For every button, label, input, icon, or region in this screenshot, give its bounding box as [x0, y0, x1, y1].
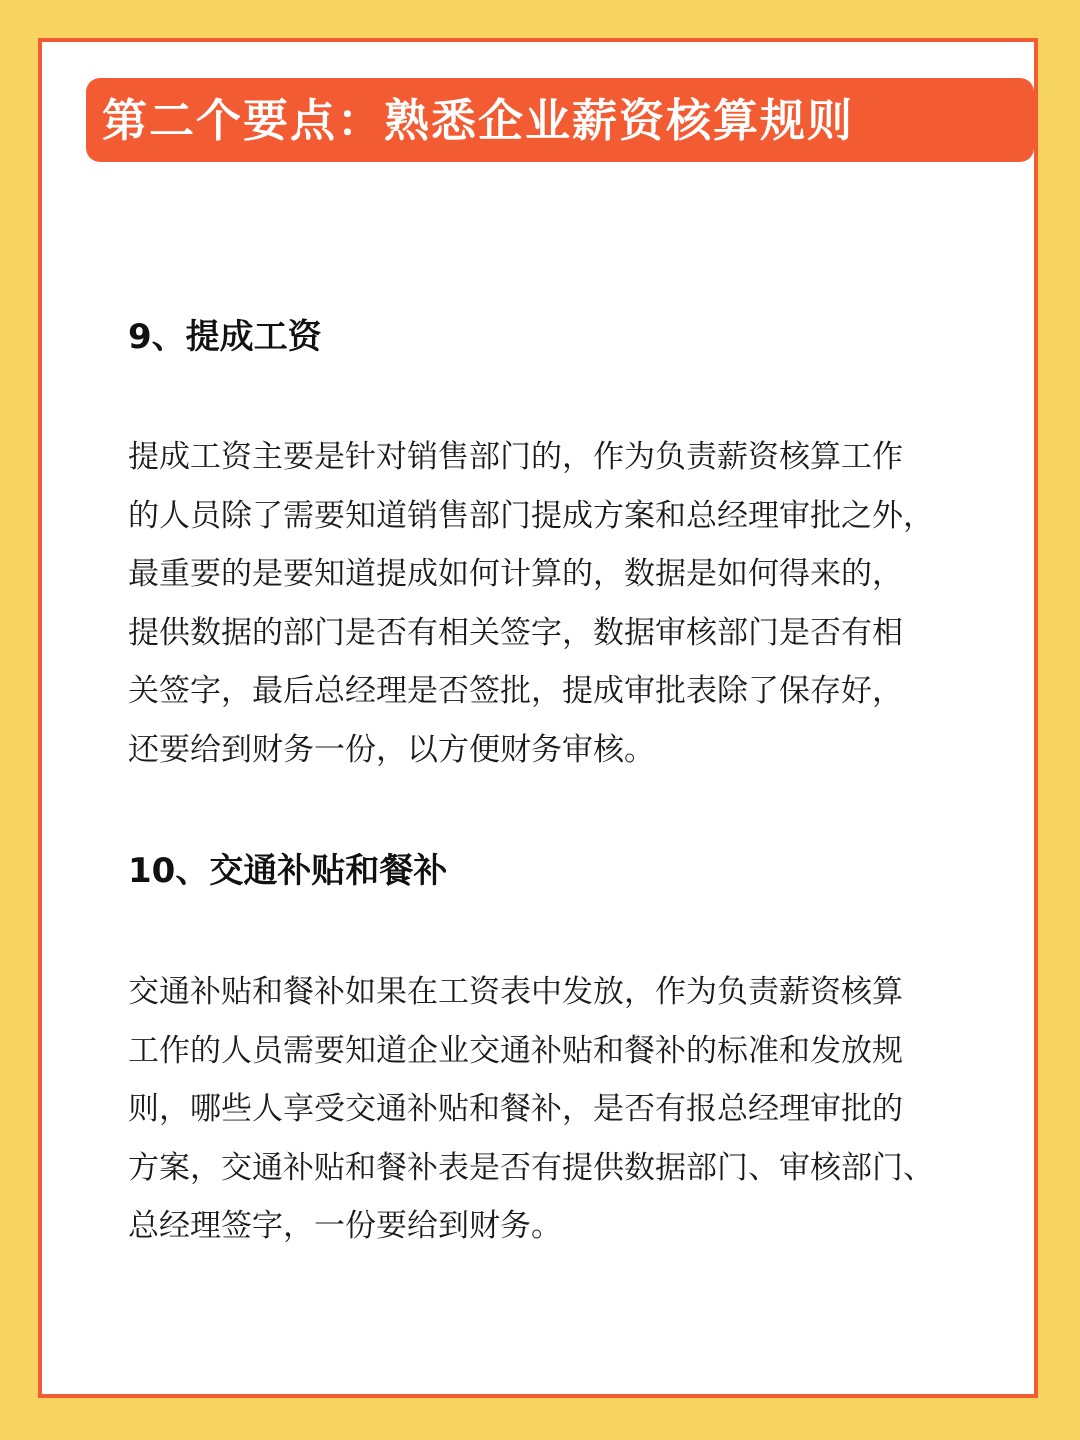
- body-line: 总经理签字，一份要给到财务。: [128, 1208, 562, 1244]
- body-line: 交通补贴和餐补如果在工资表中发放，作为负责薪资核算: [128, 974, 903, 1010]
- body-line: 还要给到财务一份，以方便财务审核。: [128, 731, 655, 768]
- title-banner: [86, 78, 1034, 162]
- body-line: 关签字，最后总经理是否签批，提成审批表除了保存好，: [128, 673, 903, 709]
- body-line: 提成工资主要是针对销售部门的，作为负责薪资核算工作: [128, 439, 903, 475]
- page-title: 第二个要点：熟悉企业薪资核算规则: [102, 93, 855, 147]
- content-card: [38, 38, 1038, 1398]
- body-line: 工作的人员需要知道企业交通补贴和餐补的标准和发放规: [128, 1032, 903, 1069]
- body-line: 则，哪些人享受交通补贴和餐补，是否有报总经理审批的: [128, 1091, 903, 1127]
- body-line: 方案，交通补贴和餐补表是否有提供数据部门、审核部门、: [128, 1149, 934, 1186]
- body-line: 的人员除了需要知道销售部门提成方案和总经理审批之外，: [128, 497, 934, 534]
- section-body-commission: [128, 428, 968, 779]
- section-heading-commission: 9、提成工资: [128, 317, 322, 357]
- section-body-allowance: [128, 963, 968, 1256]
- section-heading-allowance: 10、交通补贴和餐补: [128, 851, 448, 891]
- body-line: 提供数据的部门是否有相关签字，数据审核部门是否有相: [128, 614, 903, 651]
- body-line: 最重要的是要知道提成如何计算的，数据是如何得来的，: [128, 556, 903, 592]
